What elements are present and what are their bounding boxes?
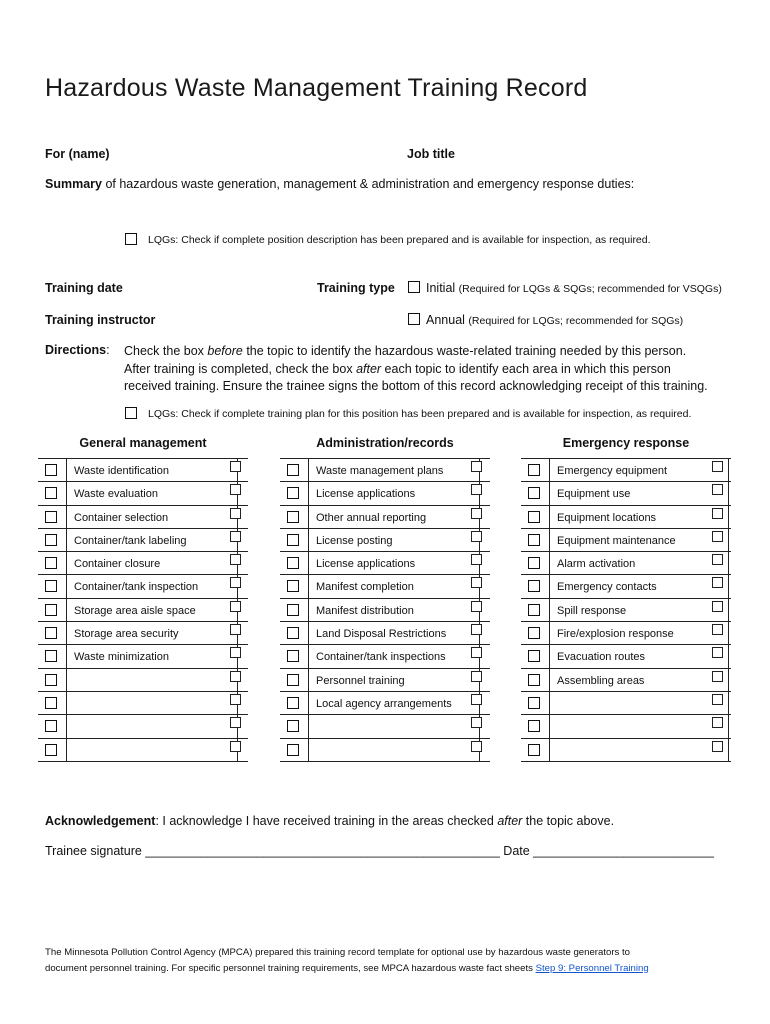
dir-l1b: before	[207, 344, 243, 358]
topic-cell: Container/tank inspections	[308, 645, 480, 667]
table-row	[38, 459, 248, 482]
table-row	[38, 739, 248, 762]
after-checkbox[interactable]	[712, 577, 723, 588]
topic-cell: Manifest completion	[308, 575, 480, 597]
initial-note: (Required for LQGs & SQGs; recommended for VSQGs)	[458, 283, 722, 295]
before-checkbox[interactable]	[287, 464, 299, 476]
dir-l2a: After training is completed, check the box	[124, 361, 357, 376]
after-checkbox[interactable]	[712, 671, 723, 682]
after-checkbox[interactable]	[471, 554, 482, 565]
page-title: Hazardous Waste Management Training Record	[45, 74, 588, 102]
after-checkbox[interactable]	[230, 624, 241, 635]
dir-l2c: each topic to identify each area in which this person	[381, 361, 671, 376]
before-checkbox[interactable]	[528, 511, 540, 523]
after-checkbox[interactable]	[712, 647, 723, 658]
lqg-plan-text: LQGs: Check if complete training plan for this position has been prepared and is available for inspection, as required.	[148, 408, 692, 420]
training-instructor-label: Training instructor	[45, 313, 156, 327]
directions-text	[124, 343, 708, 396]
before-checkbox[interactable]	[287, 697, 299, 709]
footer-line-2-text: document personnel training. For specific personnel training requirements, see MPCA hazardous waste fact sheets	[45, 962, 536, 974]
table-row	[521, 622, 731, 645]
dir-l2b: after	[356, 361, 382, 376]
before-checkbox[interactable]	[45, 487, 57, 499]
before-checkbox[interactable]	[528, 604, 540, 616]
after-checkbox[interactable]	[230, 484, 241, 495]
dir-l1a: Check the box	[124, 344, 208, 358]
before-checkbox[interactable]	[287, 627, 299, 639]
after-checkbox[interactable]	[471, 717, 482, 728]
after-checkbox[interactable]	[230, 461, 241, 472]
directions-line-3: received training. Ensure the trainee signs the bottom of this record acknowledging receipt of this training.	[124, 379, 708, 393]
topic-cell: Container selection	[66, 506, 238, 528]
topic-cell: Land Disposal Restrictions	[308, 622, 480, 644]
before-checkbox[interactable]	[287, 557, 299, 569]
topic-cell: Waste evaluation	[66, 482, 238, 504]
before-checkbox[interactable]	[528, 744, 540, 756]
topic-cell: Spill response	[549, 599, 729, 621]
after-checkbox[interactable]	[230, 647, 241, 658]
table-row	[280, 645, 490, 668]
table-row	[521, 506, 731, 529]
after-checkbox[interactable]	[712, 717, 723, 728]
table-row	[521, 575, 731, 598]
table-row	[38, 599, 248, 622]
table-row	[38, 692, 248, 715]
after-checkbox[interactable]	[712, 461, 723, 472]
after-checkbox[interactable]	[712, 508, 723, 519]
table-row	[521, 459, 731, 482]
ack-a: : I acknowledge I have received training in the areas checked	[155, 814, 498, 828]
table-row	[521, 529, 731, 552]
ack-b: after	[497, 814, 523, 828]
table-row	[38, 482, 248, 505]
topic-cell: Waste minimization	[66, 645, 238, 667]
for-name-label: For (name)	[45, 147, 110, 161]
before-checkbox[interactable]	[528, 557, 540, 569]
annual-option	[426, 313, 683, 327]
before-checkbox[interactable]	[528, 674, 540, 686]
table-row	[521, 715, 731, 738]
table-row	[280, 739, 490, 762]
after-checkbox[interactable]	[712, 554, 723, 565]
topic-table	[280, 458, 490, 762]
topic-table	[521, 458, 731, 762]
before-checkbox[interactable]	[45, 627, 57, 639]
training-date-label: Training date	[45, 281, 123, 295]
before-checkbox[interactable]	[45, 697, 57, 709]
before-checkbox[interactable]	[45, 580, 57, 592]
topic-cell: Container closure	[66, 552, 238, 574]
after-checkbox[interactable]	[471, 694, 482, 705]
topic-cell	[66, 739, 238, 761]
table-row	[280, 622, 490, 645]
lqg-plan-checkbox[interactable]	[125, 407, 137, 419]
table-row	[280, 692, 490, 715]
table-row	[38, 622, 248, 645]
after-checkbox[interactable]	[471, 484, 482, 495]
table-row	[521, 739, 731, 762]
before-checkbox[interactable]	[528, 580, 540, 592]
after-checkbox[interactable]	[712, 531, 723, 542]
after-checkbox[interactable]	[230, 554, 241, 565]
after-checkbox[interactable]	[712, 694, 723, 705]
before-checkbox[interactable]	[287, 511, 299, 523]
after-checkbox[interactable]	[230, 741, 241, 752]
before-checkbox[interactable]	[528, 487, 540, 499]
table-row	[38, 575, 248, 598]
topic-cell: Alarm activation	[549, 552, 729, 574]
summary-bold: Summary	[45, 177, 102, 191]
table-row	[38, 529, 248, 552]
after-checkbox[interactable]	[712, 741, 723, 752]
topic-table	[38, 458, 248, 762]
before-checkbox[interactable]	[287, 580, 299, 592]
topic-cell: Storage area security	[66, 622, 238, 644]
topic-cell: Equipment maintenance	[549, 529, 729, 551]
table-row	[38, 506, 248, 529]
footer-line-2	[45, 961, 649, 977]
after-checkbox[interactable]	[471, 508, 482, 519]
ack-bold: Acknowledgement	[45, 814, 156, 828]
topic-cell	[66, 692, 238, 714]
table-row	[38, 669, 248, 692]
after-checkbox[interactable]	[471, 741, 482, 752]
topic-cell: License applications	[308, 482, 480, 504]
before-checkbox[interactable]	[528, 650, 540, 662]
initial-option	[426, 281, 722, 295]
after-checkbox[interactable]	[471, 461, 482, 472]
topic-cell: License applications	[308, 552, 480, 574]
acknowledgement	[45, 814, 614, 828]
table-row	[38, 715, 248, 738]
topic-cell: Manifest distribution	[308, 599, 480, 621]
footer-line-1: The Minnesota Pollution Control Agency (MPCA) prepared this training record template for optional use by hazardous waste generators to	[45, 947, 630, 958]
table-row	[38, 645, 248, 668]
personnel-training-link[interactable]: Step 9: Personnel Training	[535, 962, 649, 974]
job-title-label: Job title	[407, 147, 455, 161]
lqg-position-checkbox[interactable]	[125, 233, 137, 245]
table-row	[280, 506, 490, 529]
directions-line-2	[124, 361, 708, 379]
topic-cell: Container/tank labeling	[66, 529, 238, 551]
column-heading: General management	[79, 436, 207, 450]
after-checkbox[interactable]	[471, 577, 482, 588]
topic-cell: Personnel training	[308, 669, 480, 691]
before-checkbox[interactable]	[45, 464, 57, 476]
before-checkbox[interactable]	[528, 697, 540, 709]
before-checkbox[interactable]	[287, 720, 299, 732]
before-checkbox[interactable]	[45, 650, 57, 662]
before-checkbox[interactable]	[45, 720, 57, 732]
topic-cell: Emergency equipment	[549, 459, 729, 481]
annual-label: Annual	[426, 313, 465, 327]
topic-cell: Equipment locations	[549, 506, 729, 528]
before-checkbox[interactable]	[287, 534, 299, 546]
footer	[45, 945, 649, 976]
before-checkbox[interactable]	[528, 464, 540, 476]
table-row	[521, 552, 731, 575]
table-row	[280, 482, 490, 505]
annual-note: (Required for LQGs; recommended for SQGs)	[468, 315, 684, 327]
after-checkbox[interactable]	[712, 484, 723, 495]
before-checkbox[interactable]	[287, 650, 299, 662]
topic-cell: Evacuation routes	[549, 645, 729, 667]
topic-cell: Equipment use	[549, 482, 729, 504]
table-row	[521, 482, 731, 505]
table-row	[280, 669, 490, 692]
initial-checkbox[interactable]	[408, 281, 420, 293]
table-row	[280, 459, 490, 482]
topic-cell	[549, 739, 729, 761]
topic-cell: Local agency arrangements	[308, 692, 480, 714]
topic-cell	[549, 692, 729, 714]
training-type-label: Training type	[317, 281, 395, 295]
directions-line-1	[124, 343, 708, 361]
before-checkbox[interactable]	[287, 674, 299, 686]
table-row	[280, 529, 490, 552]
after-checkbox[interactable]	[230, 601, 241, 612]
before-checkbox[interactable]	[528, 534, 540, 546]
topic-cell	[66, 715, 238, 737]
topic-cell: Container/tank inspection	[66, 575, 238, 597]
summary-text	[45, 177, 634, 191]
topic-cell	[308, 739, 480, 761]
after-checkbox[interactable]	[471, 647, 482, 658]
after-checkbox[interactable]	[471, 624, 482, 635]
table-row	[38, 552, 248, 575]
column-heading: Emergency response	[562, 436, 690, 450]
after-checkbox[interactable]	[230, 671, 241, 682]
after-checkbox[interactable]	[712, 601, 723, 612]
directions-colon: :	[106, 343, 110, 357]
before-checkbox[interactable]	[528, 627, 540, 639]
before-checkbox[interactable]	[45, 744, 57, 756]
initial-label: Initial	[426, 281, 456, 295]
topic-cell	[66, 669, 238, 691]
after-checkbox[interactable]	[230, 508, 241, 519]
topic-cell: Other annual reporting	[308, 506, 480, 528]
table-row	[280, 575, 490, 598]
topic-cell: Waste management plans	[308, 459, 480, 481]
before-checkbox[interactable]	[45, 511, 57, 523]
topic-cell: Storage area aisle space	[66, 599, 238, 621]
directions-label-bold: Directions	[45, 343, 107, 357]
before-checkbox[interactable]	[45, 557, 57, 569]
table-row	[521, 645, 731, 668]
before-checkbox[interactable]	[45, 674, 57, 686]
after-checkbox[interactable]	[471, 671, 482, 682]
before-checkbox[interactable]	[45, 604, 57, 616]
after-checkbox[interactable]	[230, 717, 241, 728]
after-checkbox[interactable]	[230, 577, 241, 588]
topic-cell: Waste identification	[66, 459, 238, 481]
topic-cell: License posting	[308, 529, 480, 551]
after-checkbox[interactable]	[230, 531, 241, 542]
table-row	[280, 715, 490, 738]
before-checkbox[interactable]	[528, 720, 540, 732]
dir-l1c: the topic to identify the hazardous waste-related training needed by this person.	[242, 344, 687, 358]
before-checkbox[interactable]	[287, 604, 299, 616]
before-checkbox[interactable]	[287, 487, 299, 499]
before-checkbox[interactable]	[45, 534, 57, 546]
ack-c: the topic above.	[522, 814, 615, 828]
after-checkbox[interactable]	[471, 601, 482, 612]
table-row	[521, 669, 731, 692]
table-row	[280, 599, 490, 622]
topic-cell	[308, 715, 480, 737]
table-row	[521, 599, 731, 622]
topic-cell: Assembling areas	[549, 669, 729, 691]
before-checkbox[interactable]	[287, 744, 299, 756]
table-row	[280, 552, 490, 575]
topic-cell	[549, 715, 729, 737]
after-checkbox[interactable]	[471, 531, 482, 542]
topic-cell: Fire/explosion response	[549, 622, 729, 644]
directions-label	[45, 343, 110, 357]
topic-cell: Emergency contacts	[549, 575, 729, 597]
annual-checkbox[interactable]	[408, 313, 420, 325]
lqg-position-text: LQGs: Check if complete position description has been prepared and is available for inspection, as required.	[148, 234, 651, 246]
summary-rest: of hazardous waste generation, management & administration and emergency response duties:	[101, 177, 635, 191]
trainee-signature-line[interactable]: Trainee signature ___________________________________________________ Date __________________________	[45, 844, 714, 858]
column-heading: Administration/records	[316, 436, 454, 450]
after-checkbox[interactable]	[230, 694, 241, 705]
after-checkbox[interactable]	[712, 624, 723, 635]
table-row	[521, 692, 731, 715]
